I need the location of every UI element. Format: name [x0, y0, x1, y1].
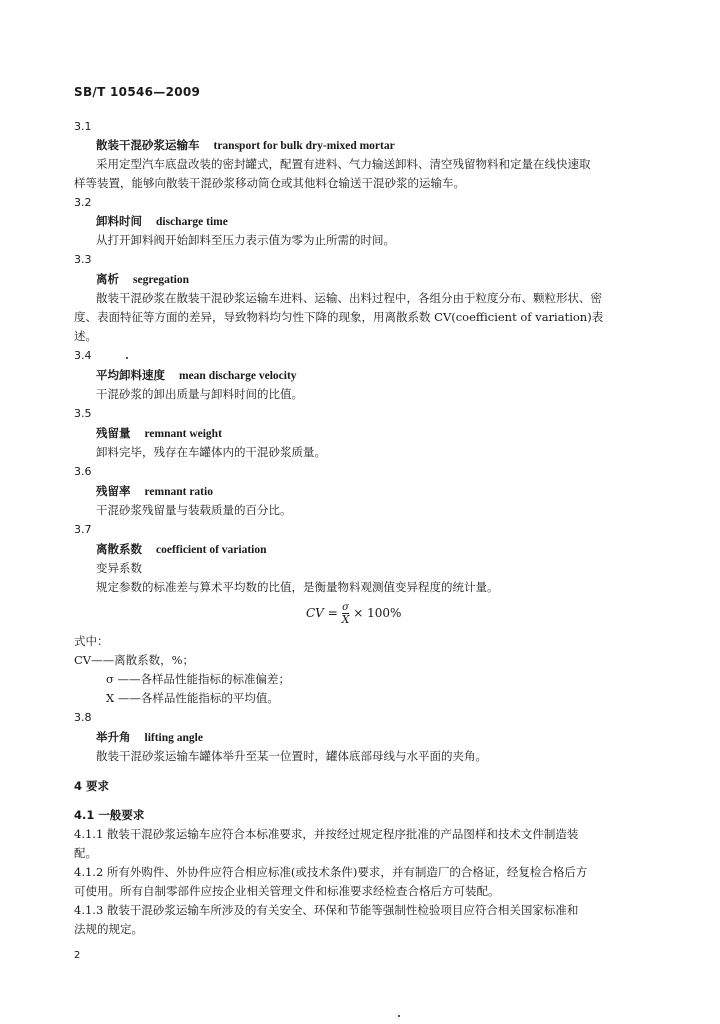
formula-lhs: CV — [306, 606, 324, 620]
where-sigma: σ ——各样品性能指标的标准偏差； — [106, 672, 291, 686]
definition-line: 散装干混砂浆在散装干混砂浆运输车进料、运输、出料过程中，各组分由于粒度分布、颗粒形状、密 — [96, 291, 602, 305]
clause-4-1-2-cont: 可使用。所有自制零部件应按企业相关管理文件和标准要求经检查合格后方可装配。 — [74, 884, 500, 898]
definition-line: 度、表面特征等方面的差异，导致物料均匀性下降的现象，用离散系数 CV(coefficient of variation)表 — [74, 310, 604, 324]
definition-line: 散装干混砂浆运输车罐体举升至某一位置时，罐体底部母线与水平面的夹角。 — [96, 749, 487, 763]
term-heading — [96, 368, 297, 384]
term-cn: 残留率 — [96, 484, 131, 498]
term-en: lifting angle — [144, 732, 203, 744]
term-cn: 散装干混砂浆运输车 — [96, 138, 200, 152]
term-en: segregation — [133, 274, 190, 286]
term-cn: 残留量 — [96, 426, 131, 440]
clause-number: 3.3 — [74, 253, 92, 266]
standard-code-header: SB/T 10546—2009 — [74, 85, 201, 99]
term-en: coefficient of variation — [156, 544, 267, 556]
definition-line: 从打开卸料阀开始卸料至压力表示值为零为止所需的时间。 — [96, 233, 395, 247]
definition-line: 采用定型汽车底盘改装的密封罐式，配置有进料、气力输送卸料、清空残留物料和定量在线快速取 — [96, 157, 591, 171]
clause-number: 3.1 — [74, 120, 92, 133]
clause-number: 3.6 — [74, 465, 92, 478]
term-heading — [96, 542, 267, 558]
term-heading — [96, 426, 222, 442]
term-en: remnant weight — [144, 428, 222, 440]
definition-line: 卸料完毕，残存在车罐体内的干混砂浆质量。 — [96, 445, 326, 459]
term-en: mean discharge velocity — [179, 370, 297, 382]
term-cn: 离散系数 — [96, 542, 142, 556]
clause-number: 3.5 — [74, 407, 92, 420]
where-intro: 式中： — [74, 634, 109, 648]
term-cn: 举升角 — [96, 730, 131, 744]
where-cv: CV——离散系数，%； — [74, 653, 195, 667]
term-cn: 平均卸料速度 — [96, 368, 165, 382]
term-cn: 离析 — [96, 272, 119, 286]
fraction-numerator: σ — [342, 602, 349, 613]
term-heading — [96, 484, 213, 500]
clause-number: 3.8 — [74, 711, 92, 724]
term-heading — [96, 730, 203, 746]
clause-4-1-1-cont: 配。 — [74, 846, 97, 860]
formula-equals: = — [327, 606, 338, 620]
definition-line: 述。 — [74, 329, 97, 343]
fraction-denominator: X — [341, 613, 350, 626]
clause-number: 3.7 — [74, 523, 92, 536]
synonym-line: 变异系数 — [96, 561, 142, 575]
term-en: discharge time — [156, 216, 228, 228]
scan-speck — [398, 1015, 400, 1017]
definition-line: 样等装置，能够向散装干混砂浆移动筒仓或其他料仓输送干混砂浆的运输车。 — [74, 176, 465, 190]
where-x: X ——各样品性能指标的平均值。 — [106, 691, 279, 705]
term-cn: 卸料时间 — [96, 214, 142, 228]
cv-formula — [306, 602, 401, 625]
clause-number: 3.4 — [74, 349, 92, 362]
clause-4-1-2: 4.1.2 所有外购件、外协件应符合相应标准(或技术条件)要求，并有制造厂的合格证，经复检合格后方 — [74, 865, 588, 879]
clause-number: 3.2 — [74, 196, 92, 209]
term-en: remnant ratio — [144, 486, 213, 498]
definition-line: 干混砂浆的卸出质量与卸料时间的比值。 — [96, 387, 303, 401]
definition-line: 干混砂浆残留量与装载质量的百分比。 — [96, 503, 292, 517]
definition-line: 规定参数的标准差与算术平均数的比值，是衡量物料观测值变异程度的统计量。 — [96, 580, 499, 594]
clause-4-1-3: 4.1.3 散装干混砂浆运输车所涉及的有关安全、环保和节能等强制性检验项目应符合相关国家标准和 — [74, 903, 579, 917]
scan-speck — [126, 357, 128, 359]
clause-4-1-1: 4.1.1 散装干混砂浆运输车应符合本标准要求，并按经过规定程序批准的产品图样和技术文件制造装 — [74, 827, 579, 841]
formula-rhs: × 100% — [353, 606, 402, 620]
formula-fraction — [342, 602, 350, 625]
term-heading — [96, 272, 189, 288]
term-heading — [96, 214, 228, 230]
section-heading: 4 要求 — [74, 779, 110, 793]
page-number: 2 — [74, 950, 81, 961]
term-heading — [96, 138, 395, 154]
term-en: transport for bulk dry-mixed mortar — [213, 140, 395, 152]
subsection-heading: 4.1 一般要求 — [74, 808, 145, 822]
clause-4-1-3-cont: 法规的规定。 — [74, 922, 143, 936]
